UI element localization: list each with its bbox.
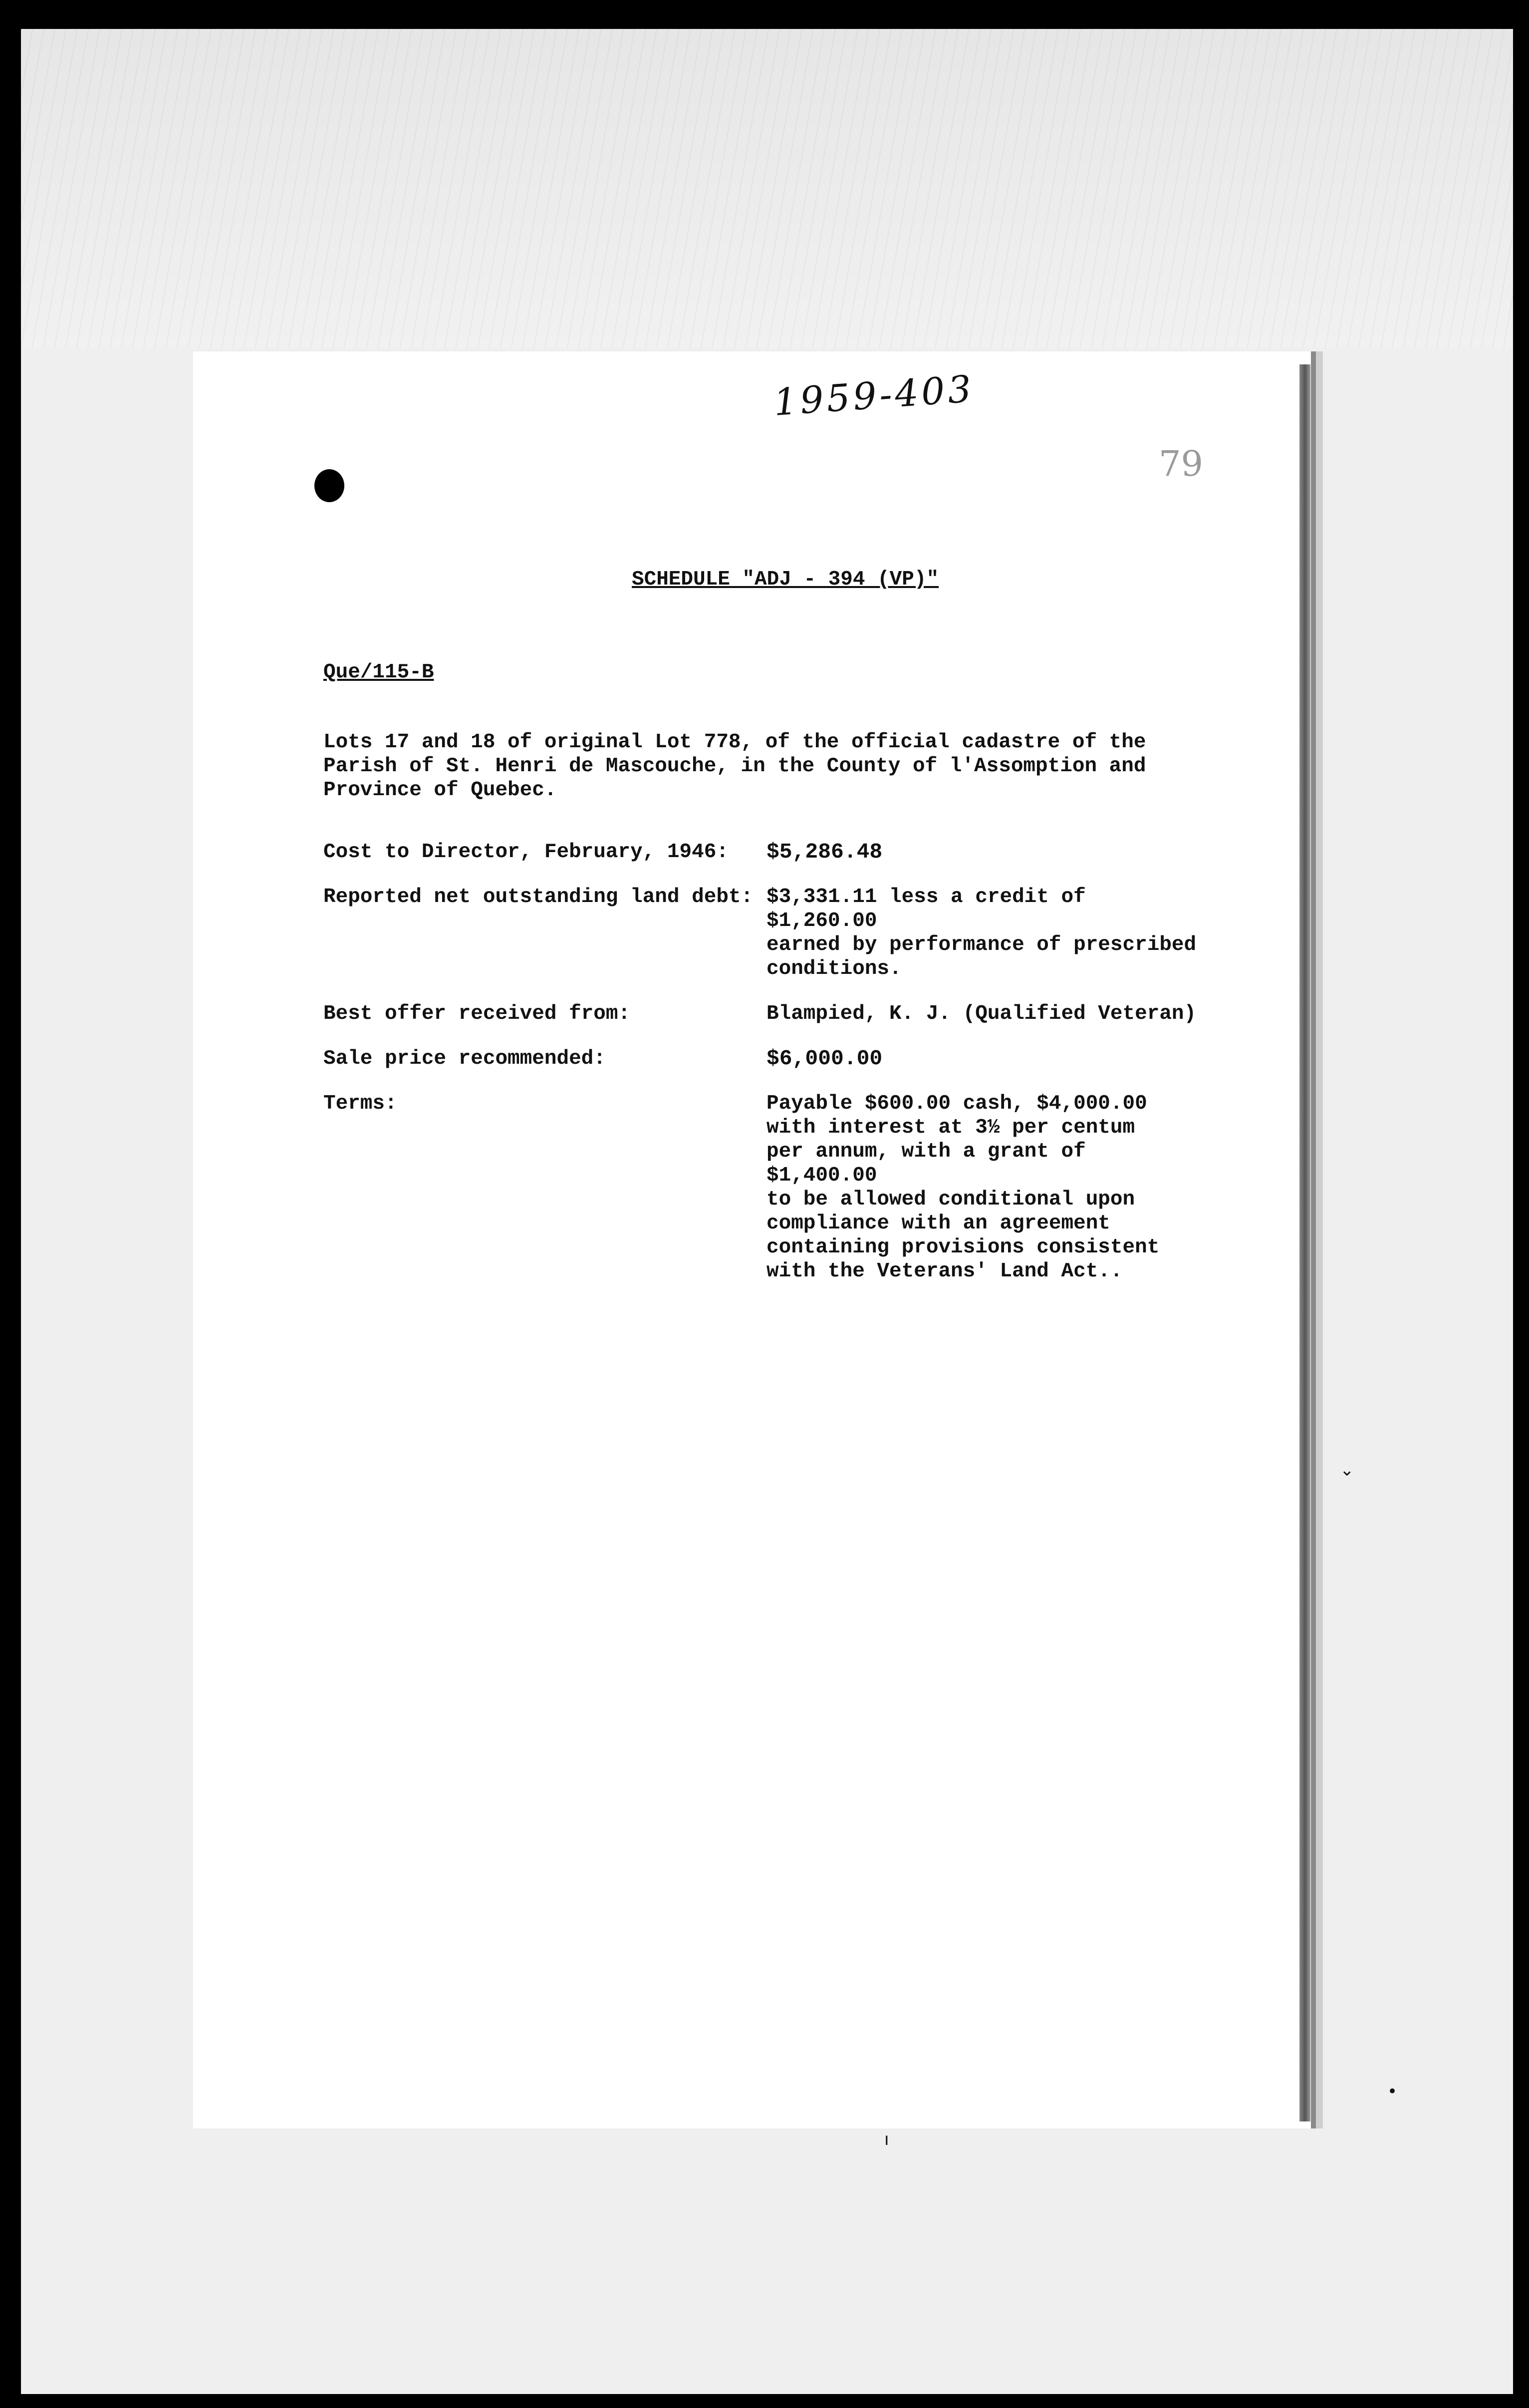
scan-left-border <box>0 0 21 2408</box>
sale-price-row <box>323 1047 1202 1071</box>
scan-right-border <box>1513 0 1529 2408</box>
file-reference: Que/115-B <box>323 661 434 684</box>
schedule-details <box>323 840 1202 1304</box>
terms-row <box>323 1092 1202 1283</box>
cost-value: $5,286.48 <box>766 840 883 864</box>
scan-top-border <box>0 0 1529 29</box>
land-debt-row <box>323 885 1202 981</box>
paper-shadow-edge <box>1299 364 1310 2121</box>
sale-price-label: Sale price recommended: <box>323 1047 606 1070</box>
property-description: Lots 17 and 18 of original Lot 778, of the official cadastre of the Parish of St. Henri de Mascouche, in the County of l'Assomption and Province of Quebec. <box>323 731 1146 802</box>
margin-tick-icon: ⌄ <box>1340 1460 1354 1480</box>
cost-row <box>323 840 1202 864</box>
sale-price-value: $6,000.00 <box>766 1046 883 1071</box>
terms-label: Terms: <box>323 1092 397 1115</box>
best-offer-label: Best offer received from: <box>323 1002 631 1025</box>
schedule-title: SCHEDULE "ADJ - 394 (VP)" <box>632 568 939 591</box>
land-debt-label: Reported net outstanding land debt: <box>323 886 754 908</box>
bottom-mark-icon: ı <box>884 2129 889 2149</box>
margin-dot-icon: • <box>1387 2082 1398 2102</box>
best-offer-row <box>323 1002 1202 1026</box>
scan-background-texture <box>21 29 1513 348</box>
handwritten-reference: 1959-403 <box>772 367 976 424</box>
terms-value: Payable $600.00 cash, $4,000.00 with interest at 3½ per centum per annum, with a grant of $1,400.00 to be allowed conditional upon compliance with an agreement containing provisions consistent with the Veterans' Land Act.. <box>766 1092 1160 1283</box>
best-offer-value: Blampied, K. J. (Qualified Veteran) <box>766 1002 1197 1025</box>
cost-label: Cost to Director, February, 1946: <box>323 841 729 864</box>
land-debt-value: $3,331.11 less a credit of $1,260.00 earned by performance of prescribed conditions. <box>766 886 1197 980</box>
scan-bottom-border <box>0 2393 1529 2408</box>
page-number: 79 <box>1159 443 1204 484</box>
punch-hole-icon <box>314 469 344 502</box>
